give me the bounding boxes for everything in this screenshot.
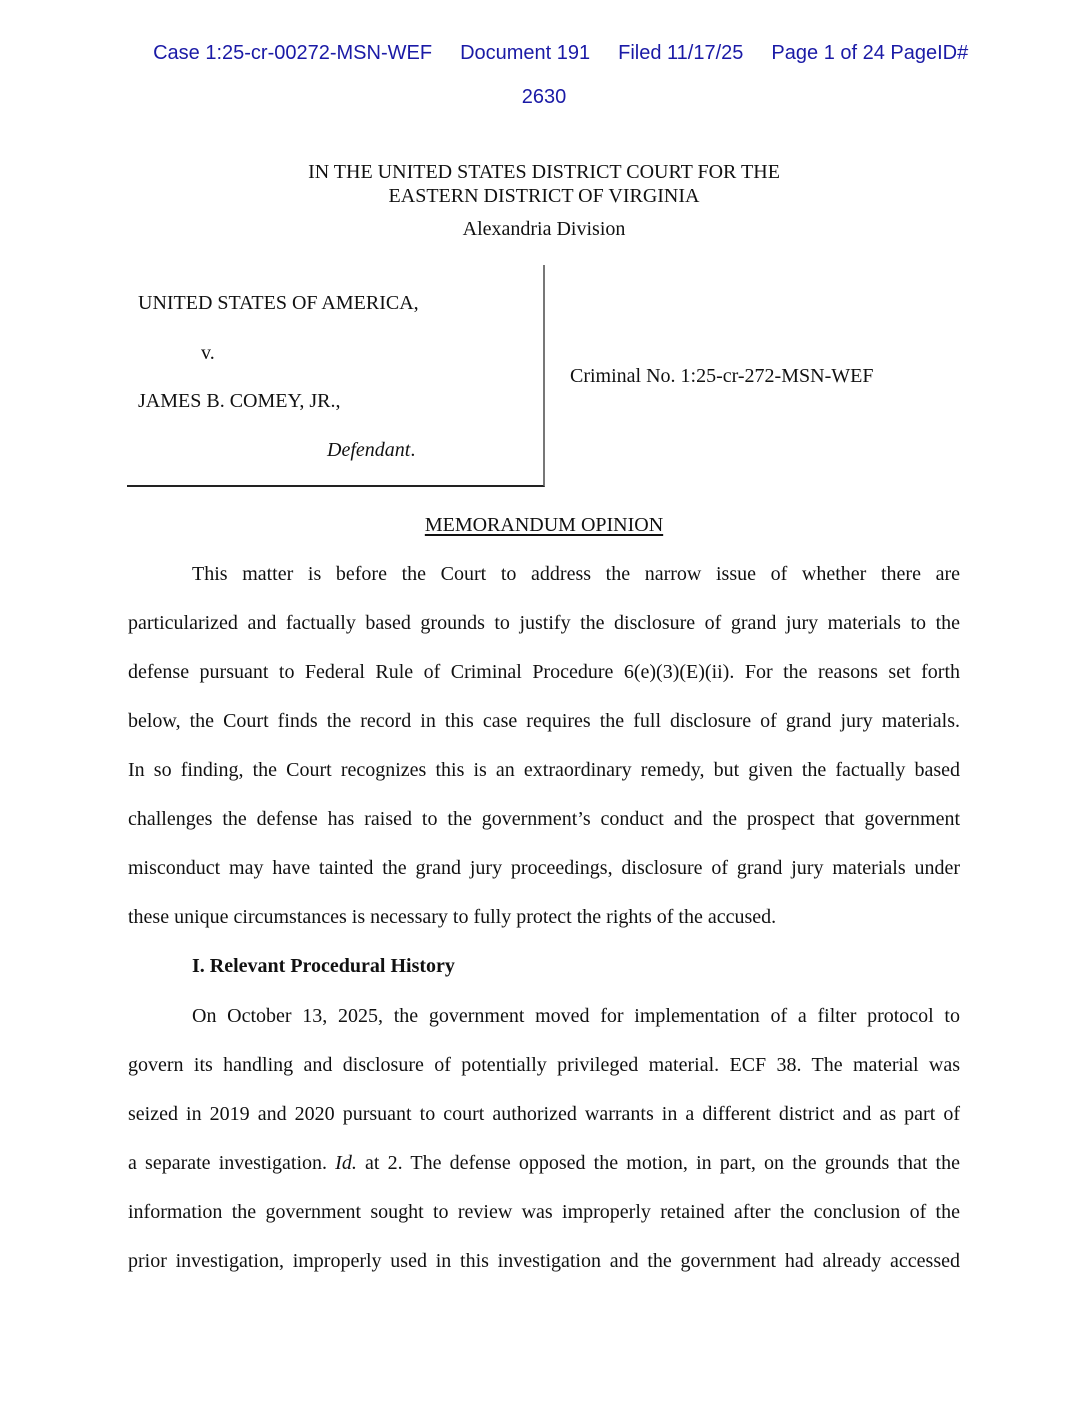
case-number: Case 1:25-cr-00272-MSN-WEF [153, 42, 433, 64]
paragraph-line: below, the Court finds the record in this case requires the full disclosure of grand jury materials. [128, 710, 960, 732]
defendant-name: JAMES B. COMEY, JR., [138, 390, 341, 412]
court-division: Alexandria Division [462, 218, 626, 240]
court-title-line-2: EASTERN DISTRICT OF VIRGINIA [388, 185, 700, 207]
paragraph-line: This matter is before the Court to address the narrow issue of whether there are [192, 563, 960, 585]
versus-label: v. [201, 342, 215, 364]
section-heading: I. Relevant Procedural History [192, 955, 455, 977]
paragraph-line: On October 13, 2025, the government moved for implementation of a filter protocol to [192, 1005, 960, 1027]
paragraph-line: prior investigation, improperly used in this investigation and the government had already accessed [128, 1250, 960, 1272]
document-title [0, 513, 1088, 537]
paragraph-line: In so finding, the Court recognizes this is an extraordinary remedy, but given the factually based [128, 759, 960, 781]
page-count: Page 1 of 24 PageID# [771, 42, 969, 64]
page-id: 2630 [521, 86, 567, 108]
court-title-line-1: IN THE UNITED STATES DISTRICT COURT FOR THE [308, 161, 780, 183]
document-number: Document 191 [460, 42, 591, 64]
ecf-header-stamp [0, 20, 1088, 108]
paragraph-line: challenges the defense has raised to the government’s conduct and the prospect that government [128, 808, 960, 830]
paragraph-line: govern its handling and disclosure of potentially privileged material. ECF 38. The material was [128, 1054, 960, 1076]
paragraph-line [128, 1151, 960, 1175]
id-citation: Id. [335, 1152, 357, 1174]
criminal-number: Criminal No. 1:25-cr-272-MSN-WEF [570, 365, 874, 387]
paragraph-line: information the government sought to review was improperly retained after the conclusion of the [128, 1201, 960, 1223]
paragraph-line: these unique circumstances is necessary to fully protect the rights of the accused. [128, 906, 777, 928]
defendant-label: Defendant [327, 439, 411, 461]
paragraph-line: seized in 2019 and 2020 pursuant to court authorized warrants in a different district and as part of [128, 1103, 960, 1125]
filed-date: Filed 11/17/25 [618, 42, 744, 64]
defendant-role [327, 438, 415, 462]
case-caption-box [127, 265, 545, 487]
paragraph-line: misconduct may have tainted the grand jury proceedings, disclosure of grand jury materials under [128, 857, 960, 879]
defendant-label-punct: . [410, 439, 416, 461]
line-text: at 2. The defense opposed the motion, in part, on the grounds that the [356, 1152, 960, 1174]
line-text: a separate investigation. [128, 1152, 336, 1174]
paragraph-line: particularized and factually based grounds to justify the disclosure of grand jury materials to the [128, 612, 960, 634]
court-title [0, 160, 1088, 208]
paragraph-line: defense pursuant to Federal Rule of Criminal Procedure 6(e)(3)(E)(ii). For the reasons set forth [128, 661, 960, 683]
plaintiff-name: UNITED STATES OF AMERICA, [138, 292, 419, 314]
document-title-text: MEMORANDUM OPINION [424, 514, 664, 536]
